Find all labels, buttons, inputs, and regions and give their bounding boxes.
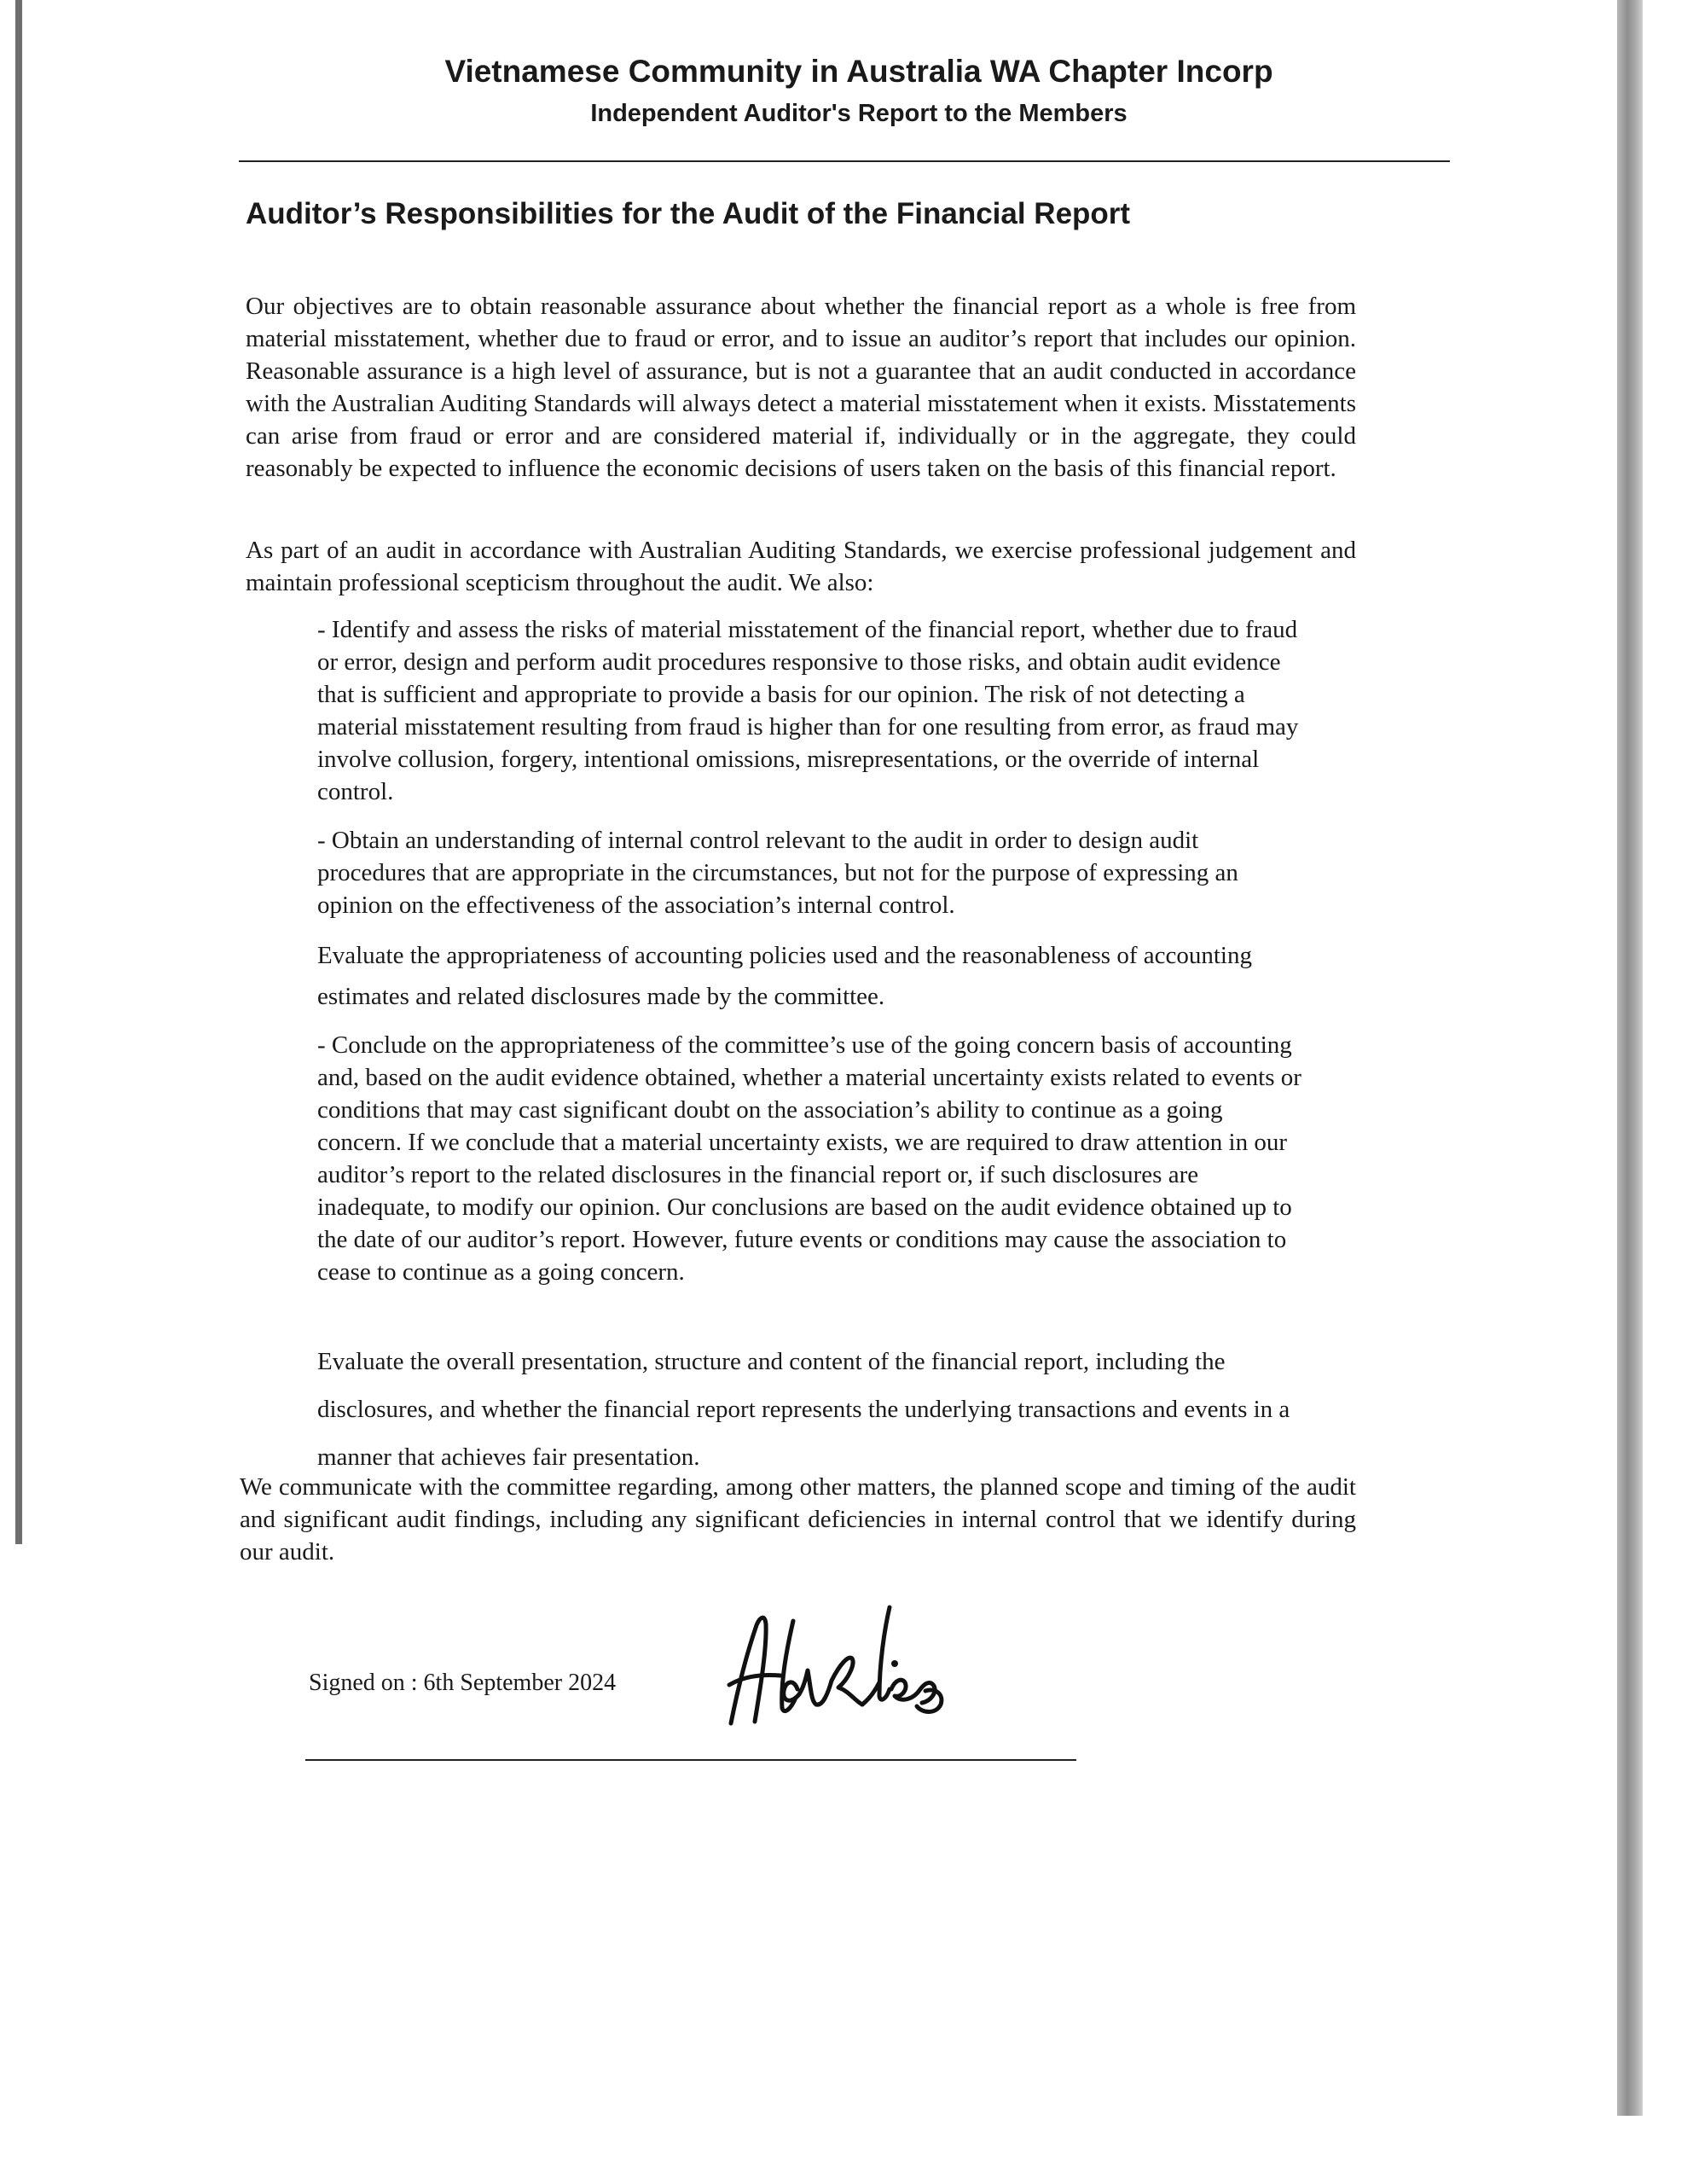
objectives-paragraph: Our objectives are to obtain reasonable assurance about whether the financial report as a whole is free from material misstatement, whether due to fraud or error, and to issue an auditor’s report that includes our opinion. Reasonable assurance is a high level of assurance, but is not a guarantee that an audit conducted in accordance with the Australian Auditing Standards will always detect a material misstatement when it exists. Misstatements can arise from fraud or error and are considered material if, individually or in the aggregate, they could reasonably be expected to influence the economic decisions of users taken on the basis of this financial report. (246, 293, 1356, 482)
audit-scope-paragraph: As part of an audit in accordance with Australian Auditing Standards, we exercise professional judgement and maintain professional scepticism throughout the audit. We also: (246, 537, 1356, 596)
organization-name: Vietnamese Community in Australia WA Chapter Incorp (444, 54, 1273, 89)
handwritten-signature (712, 1595, 959, 1740)
signature-line (305, 1759, 1076, 1761)
bullet-overall-presentation: Evaluate the overall presentation, structure and content of the financial report, including the disclosures, and whether the financial report represents the underlying transactions and events in a manner that achieves fair presentation. (317, 1348, 1290, 1471)
bullet-accounting-policies: Evaluate the appropriateness of accounting policies used and the reasonableness of accounting estimates and related disclosures made by the committee. (317, 942, 1252, 1010)
page-header (239, 49, 1450, 133)
bullet-identify-risks: - Identify and assess the risks of material misstatement of the financial report, whether due to fraud or error, design and perform audit procedures responsive to those risks, and obtain audit evidence that is sufficient and appropriate to provide a basis for our opinion. The risk of not detecting a material misstatement resulting from fraud is higher than for one resulting from error, as fraud may involve collusion, forgery, intentional omissions, misrepresentations, or the override of internal control. (317, 616, 1299, 805)
header-divider (239, 160, 1450, 162)
bullet-internal-control: - Obtain an understanding of internal control relevant to the audit in order to design audit procedures that are appropriate in the circumstances, but not for the purpose of expressing an opinion on the effectiveness of the association’s internal control. (317, 827, 1238, 919)
scan-edge-left (15, 0, 22, 1544)
signed-date: Signed on : 6th September 2024 (309, 1670, 617, 1696)
section-heading: Auditor’s Responsibilities for the Audit of the Financial Report (246, 197, 1131, 230)
scan-edge-right (1617, 0, 1643, 2116)
communication-paragraph: We communicate with the committee regarding, among other matters, the planned scope and timing of the audit and significant audit findings, including any significant deficiencies in internal control that we identify during our audit. (240, 1473, 1356, 1565)
report-title: Independent Auditor's Report to the Members (590, 100, 1128, 127)
bullet-going-concern: - Conclude on the appropriateness of the committee’s use of the going concern basis of accounting and, based on the audit evidence obtained, whether a material uncertainty exists related to events or conditions that may cast significant doubt on the association’s ability to continue as a going concern. If we conclude that a material uncertainty exists, we are required to draw attention in our auditor’s report to the related disclosures in the financial report or, if such disclosures are inadequate, to modify our opinion. Our conclusions are based on the audit evidence obtained up to the date of our auditor’s report. However, future events or conditions may cause the association to cease to continue as a going concern. (317, 1031, 1301, 1286)
